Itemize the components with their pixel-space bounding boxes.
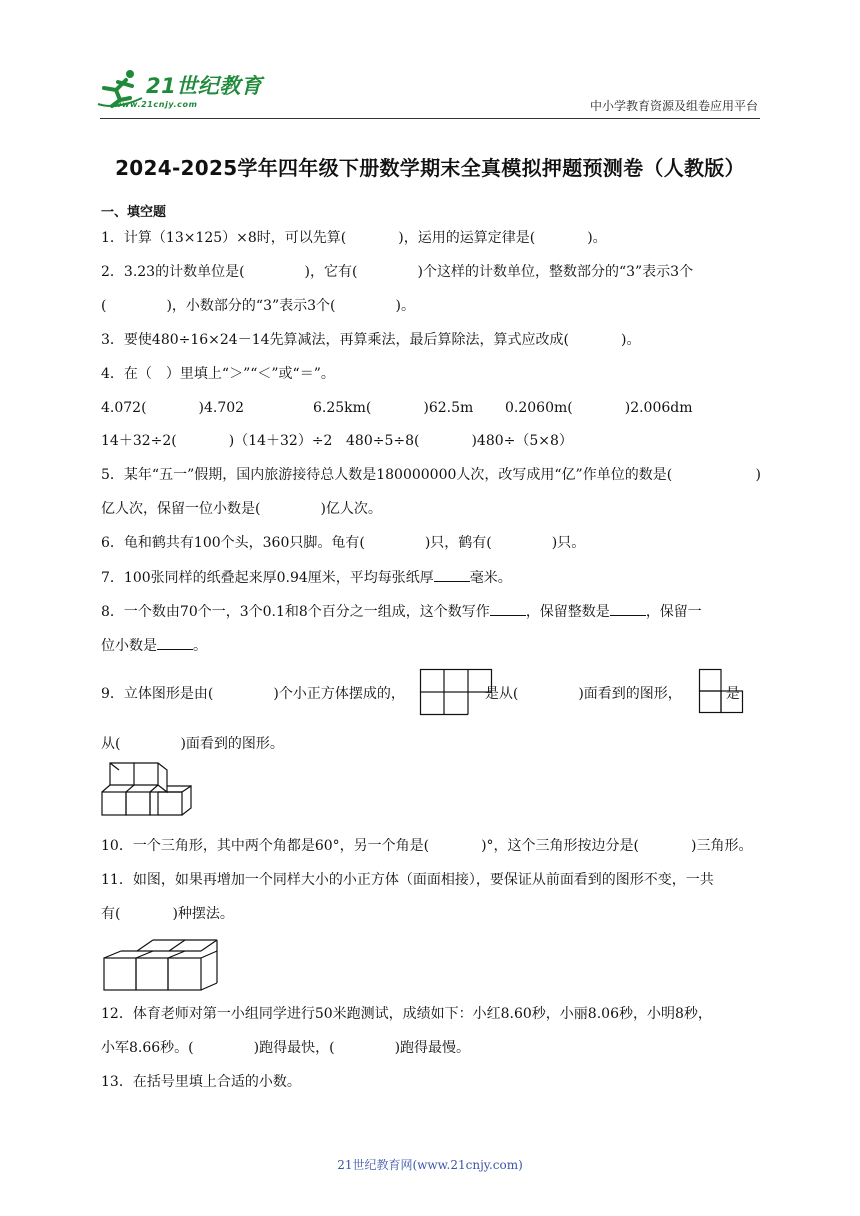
header-divider: [100, 118, 760, 119]
q2-text: )。: [395, 298, 415, 314]
answer-underline[interactable]: [434, 567, 470, 582]
q2-text: 2．3.23的计数单位是(: [101, 264, 245, 280]
q9-text: 从(: [101, 736, 121, 752]
q12-text: 12．体育老师对第一小组同学进行50米跑测试，成绩如下：小红8.60秒，小丽8.06秒，小明8秒，: [101, 1006, 712, 1022]
question-3: [101, 330, 761, 350]
q9-text: )面看到的图形。: [180, 736, 284, 752]
q4-item: )（14＋32）÷2: [228, 433, 333, 449]
question-11-line-2: [101, 904, 761, 924]
q11-text: 有(: [101, 906, 121, 922]
question-5-line-1: [101, 465, 761, 485]
q9-text: 是: [725, 686, 740, 702]
q6-text: )只，鹤有(: [424, 535, 492, 551]
answer-underline[interactable]: [490, 601, 526, 616]
q13-text: 13．在括号里填上合适的小数。: [101, 1074, 301, 1090]
q5-text: )亿人次。: [320, 501, 382, 517]
q1-text-a: 1．计算（13×125）×8时，可以先算(: [101, 230, 347, 246]
q4-item: )4.702: [198, 400, 245, 416]
question-12-line-2: [101, 1038, 761, 1058]
q9-text: )个小正方体摆成的，: [273, 686, 405, 702]
q7-text: 7．100张同样的纸叠起来厚0.94厘米，平均每张纸厚: [101, 570, 434, 586]
q8-text: 位小数是: [101, 638, 157, 654]
footer-link[interactable]: 21世纪教育网(www.21cnjy.com): [337, 1158, 523, 1172]
q6-text: )只。: [551, 535, 586, 551]
question-12-line-1: [101, 1004, 761, 1024]
q9-text: 是从(: [484, 686, 519, 702]
cube-stack-figure: [101, 762, 193, 824]
q4-row-2-col-2: [346, 431, 573, 451]
page-title: 2024-2025学年四年级下册数学期末全真模拟押题预测卷（人教版）: [115, 156, 745, 180]
question-10: [101, 836, 761, 856]
q8-text: 。: [193, 638, 207, 654]
question-1: [101, 228, 761, 248]
q3-text: 3．要使480÷16×24－14先算减法，再算乘法，最后算除法，算式应改成(: [101, 332, 569, 348]
q6-text: 6．龟和鹤共有100个头，360只脚。龟有(: [101, 535, 365, 551]
q4-row-2: [101, 431, 332, 451]
q10-text: 10．一个三角形，其中两个角都是60°，另一个角是(: [101, 838, 430, 854]
q2-text: )，它有(: [304, 264, 358, 280]
question-6: [101, 533, 761, 553]
q8-text: ，保留一: [645, 604, 702, 620]
answer-underline[interactable]: [157, 635, 193, 650]
q2-text: )个这样的计数单位，整数部分的“3”表示3个: [417, 264, 694, 280]
q10-text: )三角形。: [691, 838, 753, 854]
q7-text: 毫米。: [469, 570, 512, 586]
q11-text: 11．如图，如果再增加一个同样大小的小正方体（面面相接），要保证从前面看到的图形不变，一共: [101, 872, 714, 888]
question-8-line-1: [101, 601, 761, 622]
q11-text: )种摆法。: [172, 906, 234, 922]
question-7: [101, 567, 761, 588]
q5-text: 亿人次，保留一位小数是(: [101, 501, 261, 517]
q1-text-b: )，运用的运算定律是(: [398, 230, 536, 246]
q4-item: 6.25km(: [313, 400, 372, 416]
q4-row-1-col-3: [505, 398, 693, 418]
logo-url: www.21cnjy.com: [114, 100, 198, 109]
question-4: [101, 364, 761, 384]
q2-text: (: [101, 298, 107, 314]
q5-text: ): [755, 467, 761, 483]
logo-text: 21世纪教育: [146, 74, 263, 98]
q12-text: 小军8.66秒。(: [101, 1040, 194, 1056]
q4-row-1: [101, 398, 244, 418]
q4-item: 0.2060m(: [505, 400, 573, 416]
q9-text: 9．立体图形是由(: [101, 686, 214, 702]
side-view-figure: [699, 669, 743, 713]
question-2-line-2: [101, 296, 761, 316]
q4-item: 4.072(: [101, 400, 147, 416]
q8-text: 8．一个数由70个一，3个0.1和8个百分之一组成，这个数写作: [101, 604, 490, 620]
answer-underline[interactable]: [610, 601, 646, 616]
q4-row-1-col-2: [313, 398, 473, 418]
q2-text: )，小数部分的“3”表示3个(: [166, 298, 336, 314]
question-9-line-2: [101, 734, 761, 754]
cube-row-figure: [103, 939, 219, 991]
q4-item: )480÷（5×8）: [471, 433, 573, 449]
q3-text: )。: [621, 332, 641, 348]
platform-name: 中小学教育资源及组卷应用平台: [589, 99, 758, 113]
q4-item: )2.006dm: [624, 400, 693, 416]
q8-text: ，保留整数是: [525, 604, 610, 620]
logo: [96, 68, 266, 116]
q4-item: )62.5m: [423, 400, 474, 416]
q12-text: )跑得最慢。: [394, 1040, 471, 1056]
question-5-line-2: [101, 499, 761, 519]
q5-text: 5．某年“五一”假期，国内旅游接待总人数是180000000人次，改写成用“亿”作单位的数是(: [101, 467, 673, 483]
question-8-line-2: [101, 635, 761, 656]
question-11-line-1: [101, 870, 761, 890]
front-view-figure: [420, 669, 492, 715]
question-2-line-1: [101, 262, 761, 282]
q12-text: )跑得最快，(: [253, 1040, 335, 1056]
q10-text: )°，这个三角形按边分是(: [481, 838, 640, 854]
q4-text: 4．在（ ）里填上“＞”“＜”或“＝”。: [101, 366, 335, 382]
q4-item: 14＋32÷2(: [101, 433, 177, 449]
q4-item: 480÷5÷8(: [346, 433, 420, 449]
q9-text: )面看到的图形，: [578, 686, 682, 702]
section-heading: 一、填空题: [101, 205, 167, 220]
q1-text-c: )。: [587, 230, 607, 246]
question-13: [101, 1072, 761, 1092]
